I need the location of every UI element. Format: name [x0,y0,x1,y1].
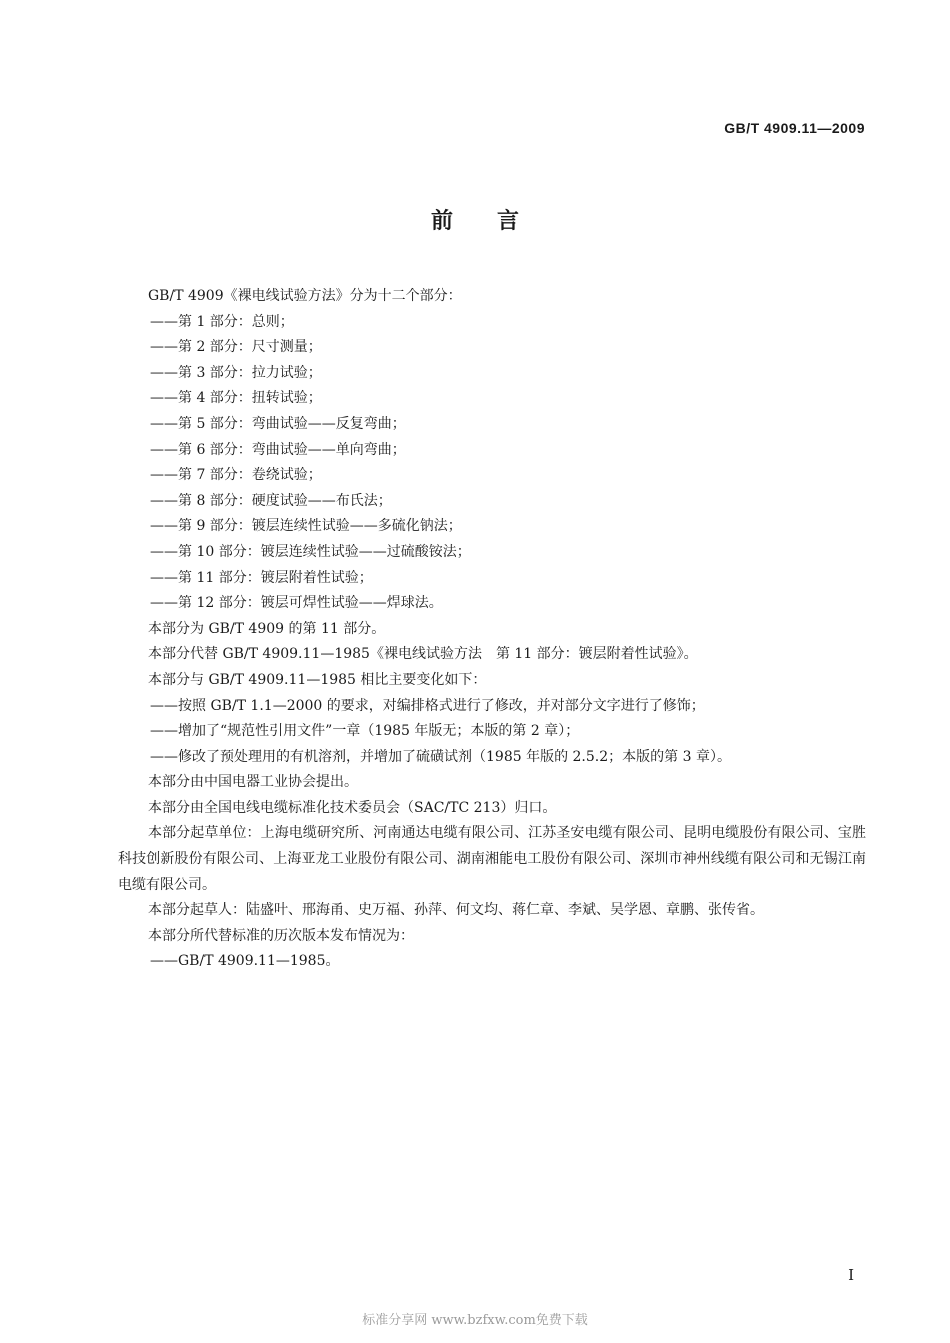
list-item: ——第 3 部分：拉力试验； [150,364,322,381]
history-intro-line: 本部分所代替标准的历次版本发布情况为： [148,927,414,944]
change-item: ——修改了预处理用的有机溶剂，并增加了硫磺试剂（1985 年版的 2.5.2；本版的第 3 章）。 [150,748,731,765]
change-item: ——按照 GB/T 1.1—2000 的要求，对编排格式进行了修改，并对部分文字进行了修饰； [150,697,705,714]
page-title: 前言 [430,209,563,234]
jurisdiction-line: 本部分由全国电线电缆标准化技术委员会（SAC/TC 213）归口。 [148,799,557,816]
list-item: ——第 1 部分：总则； [150,313,294,330]
list-item: ——第 6 部分：弯曲试验——单向弯曲； [150,441,406,458]
drafting-units-paragraph: 本部分起草单位：上海电缆研究所、河南通达电缆有限公司、江苏圣安电缆有限公司、昆明电缆股份有限公司、宝胜科技创新股份有限公司、上海亚龙工业股份有限公司、湖南湘能电工股份有限公司、深圳市神州线缆有限公司和无锡江南电缆有限公司。 [118,825,866,893]
proposed-by-line: 本部分由中国电器工业协会提出。 [148,774,358,791]
page-number: I [848,1266,854,1284]
list-item: ——第 8 部分：硬度试验——布氏法； [150,492,392,509]
standard-code: GB/T 4909.11—2009 [724,120,865,136]
history-item: ——GB/T 4909.11—1985。 [150,953,340,970]
change-item: ——增加了“规范性引用文件”一章（1985 年版无；本版的第 2 章）； [150,723,580,740]
list-item: ——第 7 部分：卷绕试验； [150,467,322,484]
footer-watermark: 标准分享网 www.bzfxw.com免费下载 [362,1313,588,1328]
this-part-line: 本部分为 GB/T 4909 的第 11 部分。 [148,620,386,637]
list-item: ——第 11 部分：镀层附着性试验； [150,569,373,586]
list-item: ——第 10 部分：镀层连续性试验——过硫酸铵法； [150,543,471,560]
list-item: ——第 9 部分：镀层连续性试验——多硫化钠法； [150,518,462,535]
changes-intro-line: 本部分与 GB/T 4909.11—1985 相比主要变化如下： [148,671,487,688]
replaces-line: 本部分代替 GB/T 4909.11—1985《裸电线试验方法 第 11 部分：镀层附着性试验》。 [148,646,698,663]
drafters-line: 本部分起草人：陆盛叶、邢海甬、史万福、孙萍、何文均、蒋仁章、李斌、吴学恩、章鹏、张传省。 [148,902,764,919]
list-item: ——第 5 部分：弯曲试验——反复弯曲； [150,415,406,432]
list-item: ——第 12 部分：镀层可焊性试验——焊球法。 [150,595,443,612]
foreword-body [118,284,866,975]
list-item: ——第 2 部分：尺寸测量； [150,339,322,356]
intro-line: GB/T 4909《裸电线试验方法》分为十二个部分： [148,288,462,304]
list-item: ——第 4 部分：扭转试验； [150,390,322,407]
